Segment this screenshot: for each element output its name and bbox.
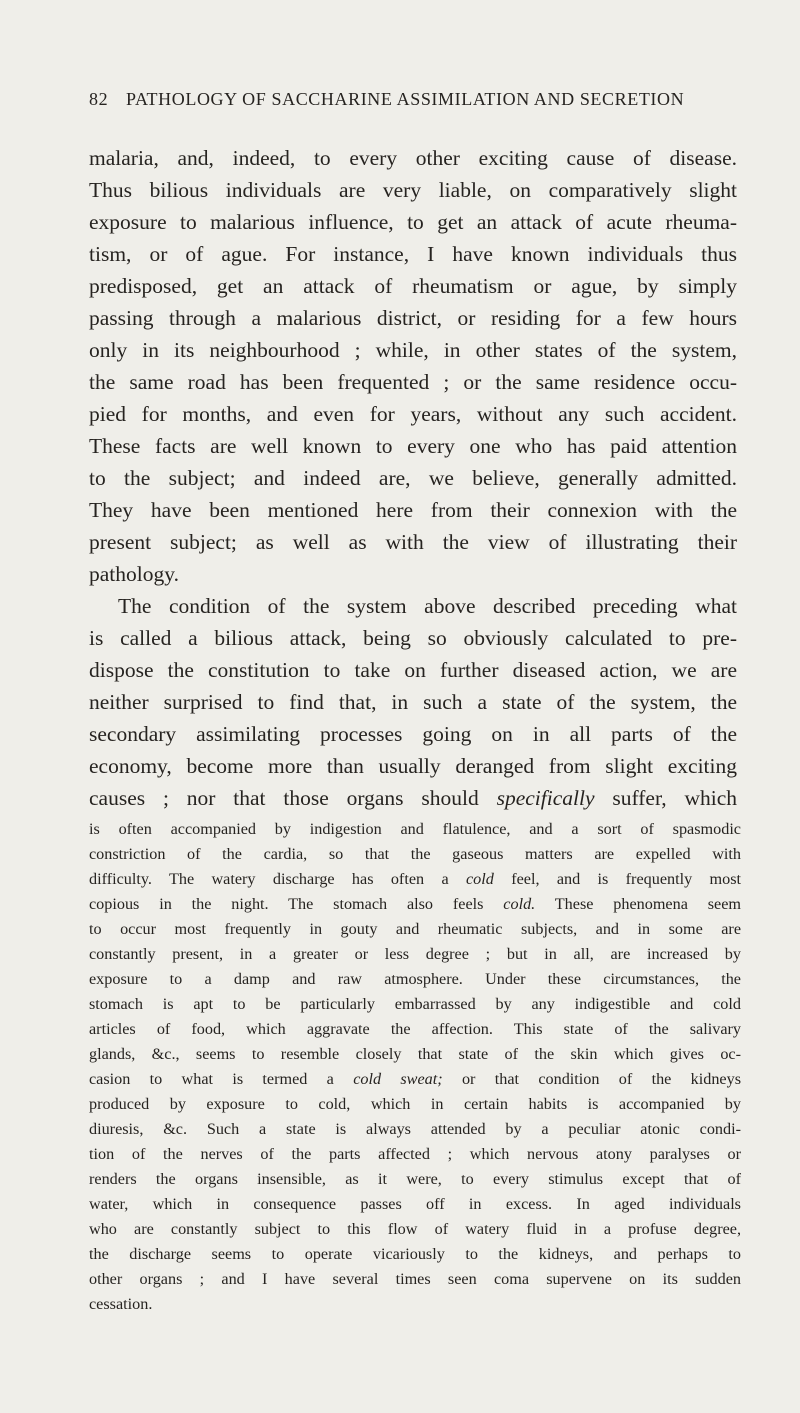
footnote-line: renders the organs insensible, as it were, to every stimulus except that of: [89, 1170, 741, 1188]
text-line: to the subject; and indeed are, we believe, generally admitted.: [89, 466, 737, 490]
footnote-line: produced by exposure to cold, which in certain habits is accompanied by: [89, 1095, 741, 1113]
text-segment: feel, and is frequently most: [511, 870, 742, 888]
italic-text: cold.: [503, 895, 536, 913]
footnote-line: other organs ; and I have several times seen coma supervene on its sudden: [89, 1270, 741, 1288]
text-line: malaria, and, indeed, to every other exciting cause of disease.: [89, 146, 737, 170]
footnote-line: diuresis, &c. Such a state is always attended by a peculiar atonic condi-: [89, 1120, 741, 1138]
text-segment: or that condition of the kidneys: [461, 1070, 742, 1088]
text-line: pied for months, and even for years, without any such accident.: [89, 402, 737, 426]
text-line: These facts are well known to every one who has paid attention: [89, 434, 737, 458]
text-line: They have been mentioned here from their connexion with the: [89, 498, 737, 522]
text-segment: difficulty. The watery discharge has often a: [89, 870, 449, 888]
footnote-line: glands, &c., seems to resemble closely that state of the skin which gives oc-: [89, 1045, 741, 1063]
text-line: exposure to malarious influence, to get an attack of acute rheuma-: [89, 210, 737, 234]
text-line: secondary assimilating processes going on in all parts of the: [89, 722, 737, 746]
text-line: economy, become more than usually deranged from slight exciting: [89, 754, 737, 778]
footnote-line: who are constantly subject to this flow of watery fluid in a profuse degree,: [89, 1220, 741, 1238]
text-segment: causes ; nor that those organs should: [89, 786, 479, 810]
text-line: neither surprised to find that, in such a state of the system, the: [89, 690, 737, 714]
text-line: only in its neighbourhood ; while, in other states of the system,: [89, 338, 737, 362]
footnote-line: [89, 1068, 741, 1091]
footnote-line: to occur most frequently in gouty and rheumatic subjects, and in some are: [89, 920, 741, 938]
footnote-line: constriction of the cardia, so that the gaseous matters are expelled with: [89, 845, 741, 863]
footnote-line: articles of food, which aggravate the affection. This state of the salivary: [89, 1020, 741, 1038]
running-head: [89, 86, 739, 112]
footnote-line: constantly present, in a greater or less degree ; but in all, are increased by: [89, 945, 741, 963]
footnote-line: cessation.: [89, 1295, 153, 1313]
running-title: PATHOLOGY OF SACCHARINE ASSIMILATION AND SECRETION: [126, 89, 685, 109]
footnote-line: stomach is apt to be particularly embarrassed by any indigestible and cold: [89, 995, 741, 1013]
text-line: Thus bilious individuals are very liable, on comparatively slight: [89, 178, 737, 202]
footnote-line: exposure to a damp and raw atmosphere. Under these circumstances, the: [89, 970, 741, 988]
footnote-line: the discharge seems to operate vicariously to the kidneys, and perhaps to: [89, 1245, 741, 1263]
text-line: tism, or of ague. For instance, I have known individuals thus: [89, 242, 737, 266]
footnote-line: water, which in consequence passes off in excess. In aged individuals: [89, 1195, 741, 1213]
italic-text: cold sweat;: [353, 1070, 443, 1088]
text-line: pathology.: [89, 562, 179, 586]
text-segment: suffer, which: [612, 786, 738, 810]
text-line: The condition of the system above described preceding what: [118, 594, 737, 618]
text-line: dispose the constitution to take on further diseased action, we are: [89, 658, 737, 682]
text-segment: casion to what is termed a: [89, 1070, 334, 1088]
footnote-line: [89, 868, 741, 891]
text-line: present subject; as well as with the view of illustrating their: [89, 530, 737, 554]
text-line: is called a bilious attack, being so obviously calculated to pre-: [89, 626, 737, 650]
text-line: predisposed, get an attack of rheumatism or ague, by simply: [89, 274, 737, 298]
text-line: passing through a malarious district, or residing for a few hours: [89, 306, 737, 330]
page-number: 82: [89, 89, 109, 109]
text-segment: These phenomena seem: [554, 895, 742, 913]
footnote-line: tion of the nerves of the parts affected ; which nervous atony paralyses or: [89, 1145, 741, 1163]
text-line: the same road has been frequented ; or the same residence occu-: [89, 370, 737, 394]
italic-text: cold: [465, 870, 494, 888]
text-segment: copious in the night. The stomach also feels: [89, 895, 484, 913]
footnote-line: [89, 893, 741, 916]
italic-text: specifically: [496, 786, 595, 810]
footnote-line: is often accompanied by indigestion and flatulence, and a sort of spasmodic: [89, 820, 741, 838]
text-line: [89, 782, 737, 814]
